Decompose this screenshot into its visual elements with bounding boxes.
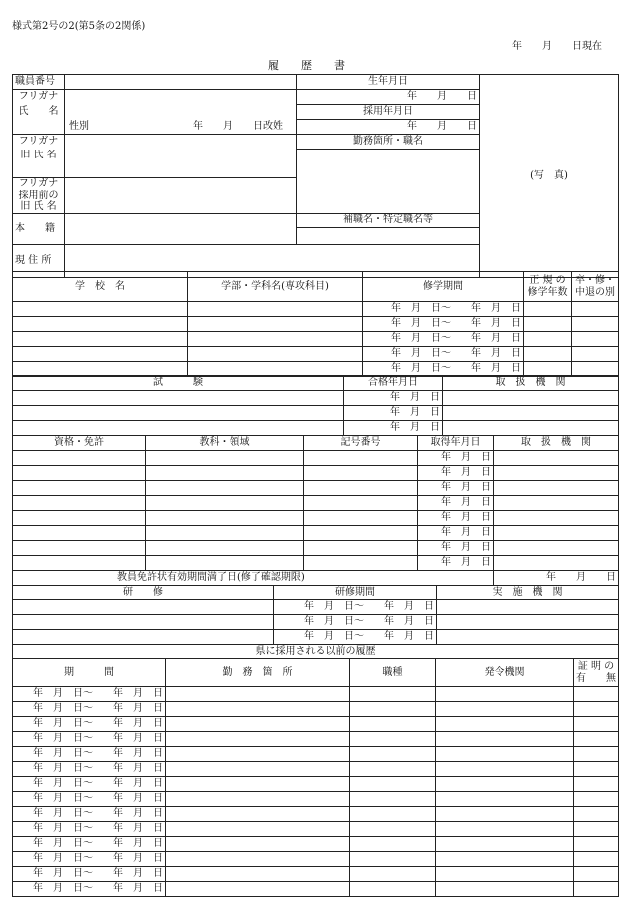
career-period[interactable]: 年 月 日～ 年 月 日	[13, 882, 166, 897]
career-section-title: 県に採用される以前の履歴	[13, 645, 619, 659]
table-row	[13, 777, 619, 792]
gender-label: 性別	[69, 120, 89, 132]
training-period[interactable]: 年 月 日～ 年 月 日	[274, 600, 437, 615]
exam-date[interactable]: 年 月 日	[344, 391, 443, 406]
old-name-field[interactable]	[65, 135, 297, 178]
training-header-agency: 実 施 機 関	[437, 586, 619, 600]
edu-period[interactable]: 年 月 日～ 年 月 日	[363, 317, 524, 332]
training-table	[12, 585, 619, 645]
exams-table	[12, 375, 619, 436]
table-row	[13, 852, 619, 867]
career-period[interactable]: 年 月 日～ 年 月 日	[13, 732, 166, 747]
table-row	[13, 421, 619, 436]
name-field[interactable]	[65, 105, 297, 120]
table-row	[13, 332, 619, 347]
training-header-period: 研修期間	[274, 586, 437, 600]
table-row	[13, 747, 619, 762]
table-row	[13, 496, 619, 511]
hire-date-label: 採用年月日	[297, 105, 480, 120]
license-expiry-label: 教員免許状有効期間満了日(修了確認期限)	[13, 571, 494, 586]
career-period[interactable]: 年 月 日～ 年 月 日	[13, 777, 166, 792]
workplace-label: 勤務箇所・職名	[297, 135, 480, 150]
table-row	[13, 466, 619, 481]
table-row	[13, 511, 619, 526]
sub-position-label: 補職名・特定職名等	[297, 213, 480, 227]
address-label: 現 住 所	[13, 244, 65, 277]
furigana-field[interactable]	[65, 90, 297, 105]
training-header-name: 研 修	[13, 586, 274, 600]
table-row	[13, 347, 619, 362]
licenses-table	[12, 435, 619, 586]
table-row	[13, 556, 619, 571]
pre-hire-furigana-label: フリガナ	[13, 178, 65, 190]
career-header-agency: 発令機関	[436, 659, 574, 687]
table-row	[13, 406, 619, 421]
table-row	[13, 732, 619, 747]
career-period[interactable]: 年 月 日～ 年 月 日	[13, 687, 166, 702]
personal-info-table	[12, 74, 619, 278]
lic-header-date: 取得年月日	[418, 436, 494, 451]
lic-date[interactable]: 年 月 日	[418, 481, 494, 496]
table-row	[13, 822, 619, 837]
edu-period[interactable]: 年 月 日～ 年 月 日	[363, 362, 524, 377]
exam-header-date: 合格年月日	[344, 376, 443, 391]
edu-header-years: 正 規 の 修学年数	[524, 272, 572, 302]
lic-header-number: 記号番号	[304, 436, 418, 451]
table-row	[13, 541, 619, 556]
career-period[interactable]: 年 月 日～ 年 月 日	[13, 792, 166, 807]
table-row	[13, 717, 619, 732]
career-period[interactable]: 年 月 日～ 年 月 日	[13, 747, 166, 762]
edu-period[interactable]: 年 月 日～ 年 月 日	[363, 302, 524, 317]
career-period[interactable]: 年 月 日～ 年 月 日	[13, 717, 166, 732]
career-table	[12, 644, 619, 897]
table-row	[13, 317, 619, 332]
training-period[interactable]: 年 月 日～ 年 月 日	[274, 630, 437, 645]
career-header-job: 職種	[350, 659, 436, 687]
career-period[interactable]: 年 月 日～ 年 月 日	[13, 822, 166, 837]
table-row	[13, 792, 619, 807]
career-header-workplace: 勤 務 箇 所	[166, 659, 350, 687]
edu-period[interactable]: 年 月 日～ 年 月 日	[363, 347, 524, 362]
table-row	[13, 600, 619, 615]
table-row	[13, 702, 619, 717]
table-row	[13, 762, 619, 777]
page-title: 履 歴 書	[268, 59, 345, 72]
lic-header-name: 資格・免許	[13, 436, 146, 451]
table-row	[13, 526, 619, 541]
training-period[interactable]: 年 月 日～ 年 月 日	[274, 615, 437, 630]
table-row	[13, 882, 619, 897]
name-label: 氏 名	[13, 105, 65, 120]
exam-date[interactable]: 年 月 日	[344, 406, 443, 421]
career-period[interactable]: 年 月 日～ 年 月 日	[13, 762, 166, 777]
table-row	[13, 807, 619, 822]
edu-header-status: 卒・修・ 中退の別	[572, 272, 619, 302]
domicile-label: 本 籍	[13, 213, 65, 244]
table-row	[13, 481, 619, 496]
staff-no-field[interactable]	[65, 75, 297, 90]
pre-hire-name-label: 採用前の 旧 氏 名	[13, 190, 65, 214]
table-row	[13, 837, 619, 852]
lic-header-subject: 教科・領域	[146, 436, 304, 451]
edu-header-period: 修学期間	[363, 272, 524, 302]
lic-date[interactable]: 年 月 日	[418, 496, 494, 511]
career-period[interactable]: 年 月 日～ 年 月 日	[13, 807, 166, 822]
as-of-date: 年 月 日現在	[512, 41, 602, 52]
table-row	[13, 630, 619, 645]
lic-date[interactable]: 年 月 日	[418, 466, 494, 481]
sub-position-field[interactable]	[297, 227, 480, 244]
birth-date-label: 生年月日	[297, 75, 480, 90]
lic-date[interactable]: 年 月 日	[418, 511, 494, 526]
edu-header-faculty: 学部・学科名(専攻科目)	[188, 272, 363, 302]
table-row	[13, 615, 619, 630]
table-row	[13, 687, 619, 702]
career-period[interactable]: 年 月 日～ 年 月 日	[13, 837, 166, 852]
career-header-proof: 証 明 の 有 無	[574, 659, 619, 687]
career-period[interactable]: 年 月 日～ 年 月 日	[13, 702, 166, 717]
career-period[interactable]: 年 月 日～ 年 月 日	[13, 852, 166, 867]
form-number: 様式第2号の2(第5条の2関係)	[12, 21, 146, 32]
gender-row[interactable]	[65, 120, 297, 135]
lic-date[interactable]: 年 月 日	[418, 451, 494, 466]
birth-date-field[interactable]: 年 月 日	[297, 90, 480, 105]
license-expiry-date[interactable]: 年 月 日	[494, 571, 619, 586]
table-row	[13, 451, 619, 466]
lic-date[interactable]: 年 月 日	[418, 541, 494, 556]
domicile-field[interactable]	[65, 213, 297, 244]
exam-header-name: 試 験	[13, 376, 344, 391]
lic-header-agency: 取 扱 機 関	[494, 436, 619, 451]
photo-area[interactable]	[480, 75, 619, 278]
edu-period[interactable]: 年 月 日～ 年 月 日	[363, 332, 524, 347]
lic-date[interactable]: 年 月 日	[418, 556, 494, 571]
edu-header-school: 学 校 名	[13, 272, 188, 302]
education-table	[12, 271, 619, 377]
furigana-label: フリガナ	[13, 90, 65, 105]
pre-hire-name-field[interactable]	[65, 178, 297, 214]
career-rows	[13, 687, 619, 897]
career-header-period: 期 間	[13, 659, 166, 687]
exam-header-agency: 取 扱 機 関	[443, 376, 619, 391]
old-name-label: 旧 氏 名	[13, 150, 65, 178]
hire-date-field[interactable]: 年 月 日	[297, 120, 480, 135]
name-change-date: 年 月 日改姓	[193, 120, 283, 132]
old-furigana-label: フリガナ	[13, 135, 65, 150]
photo-label: (写 真)	[530, 169, 568, 181]
table-row	[13, 867, 619, 882]
lic-date[interactable]: 年 月 日	[418, 526, 494, 541]
exam-date[interactable]: 年 月 日	[344, 421, 443, 436]
workplace-field[interactable]	[297, 150, 480, 214]
table-row	[13, 391, 619, 406]
career-period[interactable]: 年 月 日～ 年 月 日	[13, 867, 166, 882]
table-row	[13, 302, 619, 317]
staff-no-label: 職員番号	[13, 75, 65, 90]
